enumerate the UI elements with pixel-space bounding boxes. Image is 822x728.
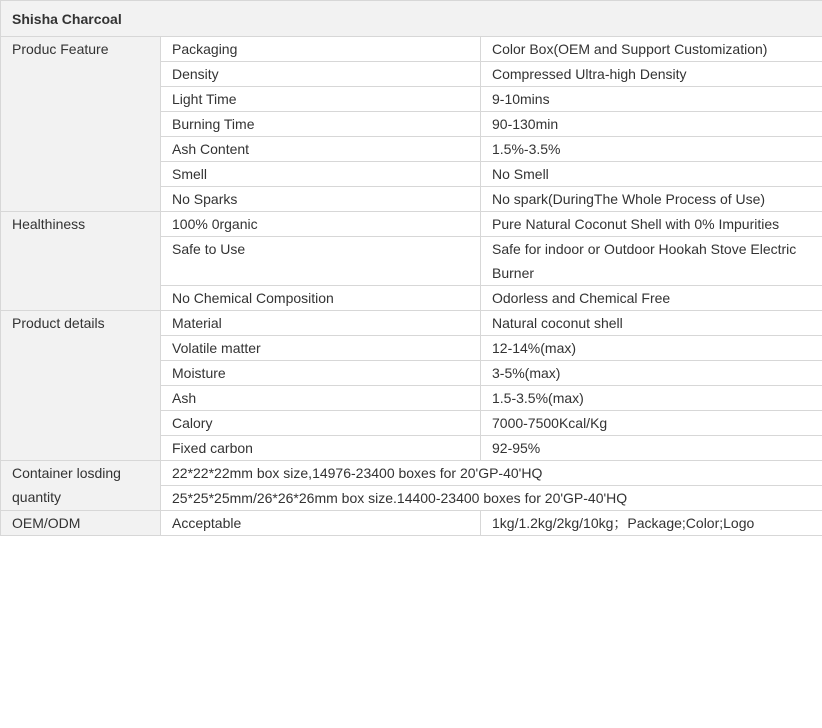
spec-value: Safe for indoor or Outdoor Hookah Stove Electric Burner [481,237,822,286]
spec-label: Light Time [161,87,481,112]
group-header: Product details [1,311,161,461]
spec-label: Ash [161,386,481,411]
spec-label: Burning Time [161,112,481,137]
spec-label: Safe to Use [161,237,481,286]
group-header: OEM/ODM [1,511,161,536]
table-row [1,37,822,62]
spec-value: Color Box(OEM and Support Customization) [481,37,822,62]
container-quantity-line: 25*25*25mm/26*26*26mm box size.14400-23400 boxes for 20'GP-40'HQ [161,486,822,511]
spec-value: Natural coconut shell [481,311,822,336]
spec-value: 3-5%(max) [481,361,822,386]
container-quantity-line: 22*22*22mm box size,14976-23400 boxes for 20'GP-40'HQ [161,461,822,486]
spec-label: No Sparks [161,187,481,212]
spec-value: 90-130min [481,112,822,137]
spec-label: Calory [161,411,481,436]
table-row [1,212,822,237]
spec-label: Smell [161,162,481,187]
spec-value: Odorless and Chemical Free [481,286,822,311]
spec-value: 1kg/1.2kg/2kg/10kg；Package;Color;Logo [481,511,822,536]
spec-label: 100% 0rganic [161,212,481,237]
spec-label: Packaging [161,37,481,62]
spec-label: Material [161,311,481,336]
spec-label: Moisture [161,361,481,386]
spec-value: Pure Natural Coconut Shell with 0% Impurities [481,212,822,237]
group-header: Container losding quantity [1,461,161,511]
spec-value: No Smell [481,162,822,187]
spec-label: Ash Content [161,137,481,162]
spec-value: 9-10mins [481,87,822,112]
group-header: Healthiness [1,212,161,311]
spec-label: Fixed carbon [161,436,481,461]
spec-value: 1.5%-3.5% [481,137,822,162]
table-row [1,511,822,536]
spec-label: Acceptable [161,511,481,536]
group-header: Produc Feature [1,37,161,212]
table-row [1,461,822,486]
spec-value: 92-95% [481,436,822,461]
spec-label: No Chemical Composition [161,286,481,311]
spec-value: 12-14%(max) [481,336,822,361]
spec-label: Volatile matter [161,336,481,361]
table-title: Shisha Charcoal [1,1,822,37]
spec-value: 7000-7500Kcal/Kg [481,411,822,436]
spec-label: Density [161,62,481,87]
spec-value: Compressed Ultra-high Density [481,62,822,87]
spec-value: 1.5-3.5%(max) [481,386,822,411]
table-row [1,311,822,336]
spec-value: No spark(DuringThe Whole Process of Use) [481,187,822,212]
